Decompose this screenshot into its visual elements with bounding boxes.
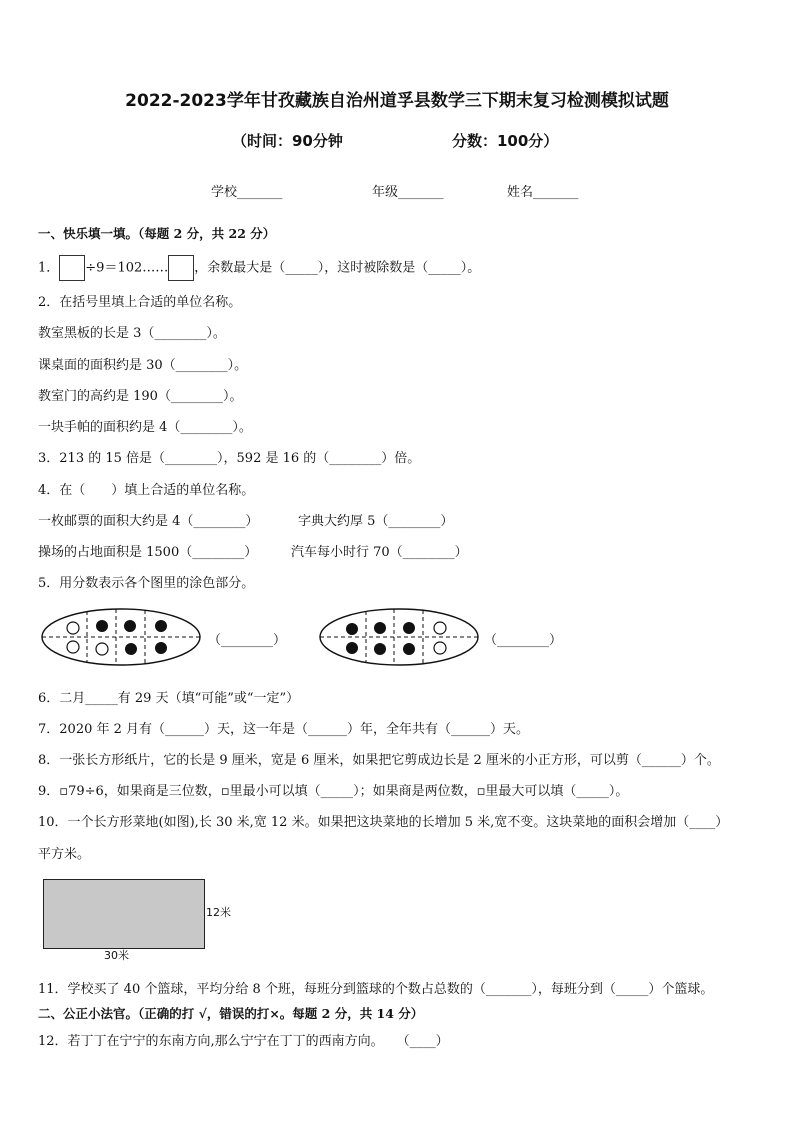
question-5-blank-2: （________） (484, 633, 563, 648)
question-2-stem: 2．在括号里填上合适的单位名称。 (38, 295, 242, 310)
question-2-line: 教室门的高约是 190（________）。 (38, 389, 243, 404)
fraction-figure-2 (318, 606, 480, 668)
section-2-heading: 二、公正小法官。（正确的打 √，错误的打×。每题 2 分，共 14 分） (38, 1006, 424, 1021)
grade-field: 年级_______ (372, 185, 444, 200)
filled-dot (124, 620, 136, 632)
length-label: 30米 (104, 949, 129, 962)
question-2-line: 课桌面的面积约是 30（________）。 (38, 358, 248, 373)
fraction-figure-1 (40, 606, 202, 668)
filled-dot (374, 643, 386, 655)
school-field: 学校_______ (211, 185, 283, 200)
filled-dot (346, 623, 358, 635)
question-10-line-2: 平方米。 (38, 847, 91, 862)
question-11: 11．学校买了 40 个篮球，平均分给 8 个班，每班分到篮球的个数占总数的（_______），每班分到（_____）个篮球。 (38, 982, 714, 997)
question-4-d: 汽车每小时行 70（________） (291, 545, 468, 560)
question-7: 7．2020 年 2 月有（______）天，这一年是（______）年，全年共有（______）天。 (38, 722, 530, 737)
question-9: 9．▫79÷6，如果商是三位数，▫里最小可以填（_____）；如果商是两位数，▫里最大可以填（_____）。 (38, 784, 629, 799)
question-10-line-1: 10．一个长方形菜地(如图),长 30 米,宽 12 米。如果把这块菜地的长增加 5 米,宽不变。这块菜地的面积会增加（____） (38, 815, 729, 830)
question-number: 1． (38, 260, 60, 276)
filled-dot (374, 622, 386, 634)
score-label: 分数：100分） (452, 132, 559, 150)
question-4-c: 操场的占地面积是 1500（________） (38, 545, 258, 560)
question-4-a: 一枚邮票的面积大约是 4（________） (38, 514, 259, 529)
question-4-stem: 4．在（ ）填上合适的单位名称。 (38, 483, 255, 498)
empty-dot (67, 641, 79, 653)
width-label: 12米 (206, 906, 231, 919)
filled-dot (96, 620, 108, 632)
page-title: 2022-2023学年甘孜藏族自治州道孚县数学三下期末复习检测模拟试题 (125, 91, 669, 111)
empty-dot (434, 642, 446, 654)
question-1 (38, 255, 480, 282)
question-5-blank-1: （________） (208, 633, 287, 648)
answer-box (59, 255, 85, 281)
filled-dot (403, 643, 415, 655)
name-field: 姓名_______ (507, 185, 579, 200)
empty-dot (96, 643, 108, 655)
filled-dot (155, 642, 167, 654)
filled-dot (346, 642, 358, 654)
question-3: 3．213 的 15 倍是（________），592 是 16 的（________）倍。 (38, 451, 421, 466)
question-5-stem: 5．用分数表示各个图里的涂色部分。 (38, 576, 255, 591)
empty-dot (434, 622, 446, 634)
answer-box (168, 255, 194, 281)
question-12: 12．若丁丁在宁宁的东南方向,那么宁宁在丁丁的西南方向。 （____） (38, 1034, 449, 1049)
rectangle-field-figure (43, 879, 205, 949)
question-2-line: 一块手帕的面积约是 4（________）。 (38, 420, 252, 435)
question-4-b: 字典大约厚 5（________） (298, 514, 454, 529)
empty-dot (67, 622, 79, 634)
filled-dot (125, 643, 137, 655)
section-1-heading: 一、快乐填一填。（每题 2 分，共 22 分） (38, 226, 276, 241)
filled-dot (155, 620, 167, 632)
question-2-line: 教室黑板的长是 3（________）。 (38, 326, 226, 341)
question-8: 8．一张长方形纸片，它的长是 9 厘米，宽是 6 厘米，如果把它剪成边长是 2 厘米的小正方形，可以剪（______）个。 (38, 753, 720, 768)
question-6: 6．二月_____有 29 天（填“可能”或“一定”） (38, 691, 300, 706)
question-op: ÷9＝102…… (85, 260, 169, 276)
question-tail: ，余数最大是（_____），这时被除数是（_____）。 (194, 260, 481, 276)
time-label: （时间：90分钟 (232, 132, 343, 150)
filled-dot (403, 622, 415, 634)
